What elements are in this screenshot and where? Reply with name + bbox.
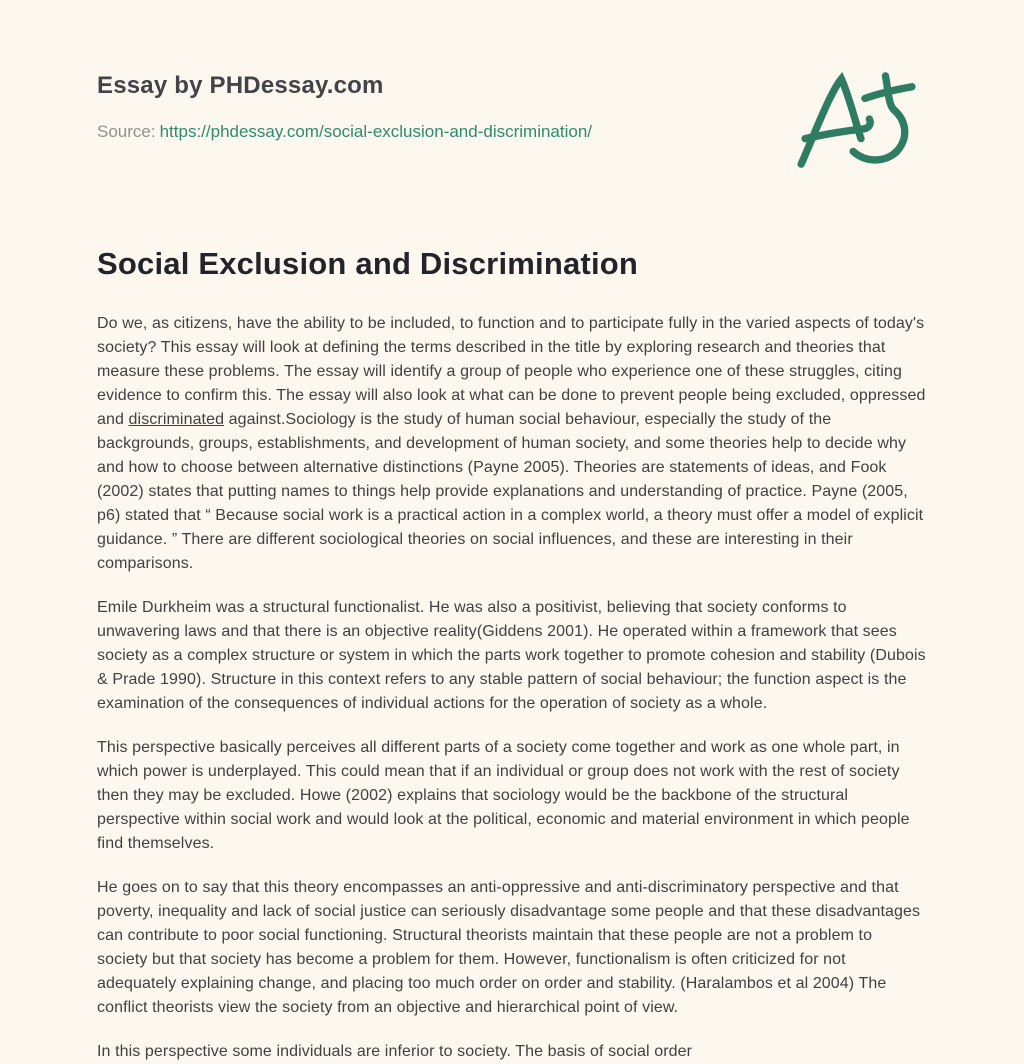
essay-paragraph-4: He goes on to say that this theory encompasses an anti-oppressive and anti-discriminatory perspective and that poverty, inequality and lack of social justice can seriously disadvantage some people and that these disadvantages can contribute to poor social functioning. Structural theorists maintain that these people are not a problem to society but that society has become a problem for them. However, functionalism is often criticized for not adequately explaining change, and placing too much order on order and stability. (Haralambos et al 2004) The conflict theorists view the society from an objective and hierarchical point of view. [97, 879, 921, 1016]
essay-body [97, 312, 927, 1064]
essay-paragraph-1 [97, 312, 927, 576]
discriminated-link[interactable]: discriminated [128, 411, 225, 428]
paragraph-1-text-before: Do we, as citizens, have the ability to be included, to function and to participate fully in the varied aspects of today's society? This essay will look at defining the terms described in the title by exploring research and theories that measure these problems. The essay will identify a group of people who experience one of these struggles, citing evidence to confirm this. The essay will also look at what can be done to prevent people being excluded, oppressed and [97, 315, 926, 428]
source-url-link[interactable]: https://phdessay.com/social-exclusion-and-discrimination/ [159, 122, 593, 141]
essay-title: Social Exclusion and Discrimination [97, 246, 639, 281]
essay-paragraph-5: In this perspective some individuals are inferior to society. The basis of social order [97, 1043, 693, 1060]
header-text-block [97, 64, 592, 142]
essay-paragraph-2: Emile Durkheim was a structural functionalist. He was also a positivist, believing that society conforms to unwavering laws and that there is an objective reality(Giddens 2001). He operated within a framework that sees society as a complex structure or system in which the parts work together to promote cohesion and stability (Dubois & Prade 1990). Structure in this context refers to any stable pattern of social behaviour; the function aspect is the examination of the consequences of individual actions for the operation of society as a whole. [97, 599, 926, 712]
a-plus-logo-icon [794, 72, 926, 170]
byline: Essay by PHDessay.com [97, 72, 384, 99]
essay-paragraph-3: This perspective basically perceives all different parts of a society come together and work as one whole part, in which power is underplayed. This could mean that if an individual or group does not work with the rest of society then they may be excluded. Howe (2002) explains that sociology would be the backbone of the structural perspective within social work and would look at the political, economic and material environment in which people find themselves. [97, 739, 910, 852]
source-line [97, 122, 592, 142]
page-header [97, 64, 927, 170]
source-label: Source: [97, 122, 156, 141]
paragraph-1-text-after: against.Sociology is the study of human social behaviour, especially the study of the backgrounds, groups, establishments, and development of human society, and some theories help to decide why and how to choose between alternative distinctions (Payne 2005). Theories are statements of ideas, and Fook (2002) states that putting names to things help provide explanations and understanding of practice. Payne (2005, p6) stated that “ Because social work is a practical action in a complex world, a theory must offer a model of explicit guidance. ” There are different sociological theories on social influences, and these are interesting in their comparisons. [97, 411, 924, 572]
